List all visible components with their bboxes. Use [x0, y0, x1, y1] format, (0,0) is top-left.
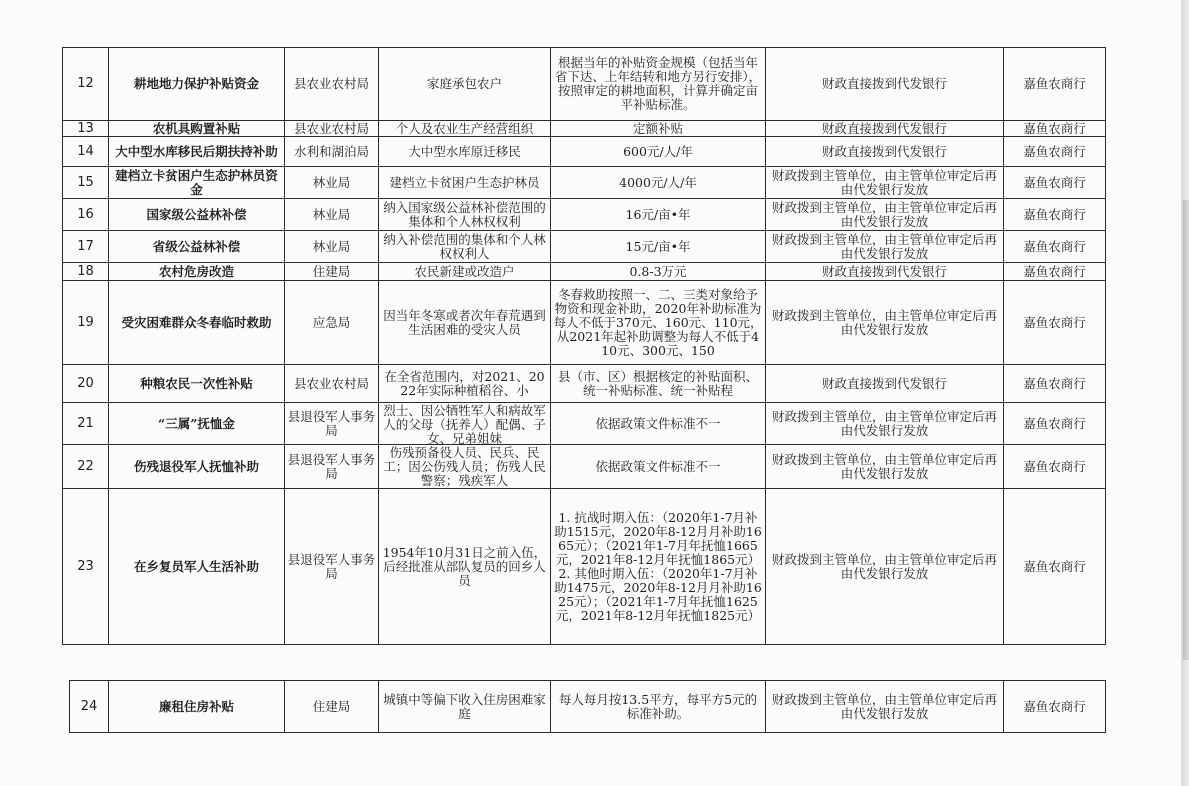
- standard: [551, 137, 766, 167]
- standard-text: 根据当年的补贴资金规模（包括当年省下达、上年结转和地方另行安排），按照审定的耕地面积，计算并确定亩平补贴标准。: [554, 56, 762, 112]
- issuing-bank: [1004, 445, 1106, 489]
- row-number-text: 20: [77, 376, 94, 391]
- row-number-text: 21: [77, 416, 94, 431]
- department-text: 林业局: [312, 239, 351, 254]
- subsidy-name: [109, 403, 285, 445]
- department: [285, 281, 379, 365]
- payment-method-text: 财政直接拨到代发银行: [821, 264, 947, 279]
- standard: [551, 231, 766, 263]
- department: [285, 199, 379, 231]
- table-row: [63, 121, 1106, 137]
- standard: [551, 365, 766, 403]
- issuing-bank-text: 嘉鱼农商行: [1023, 121, 1086, 136]
- department: 住建局: [285, 681, 379, 733]
- target-group: [379, 489, 551, 645]
- row-number-text: 23: [77, 559, 94, 574]
- standard: [551, 48, 766, 121]
- target-group: [379, 137, 551, 167]
- table-row: [70, 681, 1106, 733]
- subsidy-name: [109, 48, 285, 121]
- standard-text: 15元/亩•年: [625, 239, 691, 254]
- standard-text: 冬春救助按照一、二、三类对象给予物资和现金补助，2020年补助标准为每人不低于370元、160元、110元，从2021年起补助调整为每人不低于410元、300元、150: [553, 287, 763, 358]
- department: [285, 167, 379, 199]
- payment-method-text: 财政拨到主管单位，由主管单位审定后再由代发银行发放: [771, 452, 997, 481]
- target-group: [379, 403, 551, 445]
- issuing-bank: [1004, 489, 1106, 645]
- department-text: 县农业农村局: [293, 121, 369, 136]
- target-group: 城镇中等偏下收入住房困难家庭: [379, 681, 551, 733]
- table-row: [63, 263, 1106, 281]
- standard-text: 16元/亩•年: [625, 207, 691, 222]
- subsidy-name-text: 建档立卡贫困户生态护林员资金: [115, 168, 278, 197]
- target-group-text: 农民新建或改造户: [414, 264, 515, 279]
- issuing-bank: [1004, 167, 1106, 199]
- issuing-bank: [1004, 48, 1106, 121]
- standard: 每人每月按13.5平方，每平方5元的标准补助。: [551, 681, 766, 733]
- table-row: [63, 489, 1106, 645]
- department: [285, 445, 379, 489]
- payment-method-text: 财政拨到主管单位，由主管单位审定后再由代发银行发放: [771, 409, 997, 438]
- standard-text: 定额补贴: [632, 121, 683, 136]
- target-group-text: 烈士、因公牺牲军人和病故军人的父母（抚养人）配偶、子女、兄弟姐妹: [383, 403, 546, 444]
- row-number-text: 18: [77, 264, 94, 279]
- row-number: [63, 263, 109, 281]
- payment-method: [766, 281, 1004, 365]
- subsidy-name: [109, 489, 285, 645]
- issuing-bank-text: 嘉鱼农商行: [1023, 416, 1086, 431]
- table-row: [63, 281, 1106, 365]
- subsidy-name-text: 种粮农民一次性补贴: [140, 376, 253, 391]
- row-number: [63, 231, 109, 263]
- target-group-text: 纳入国家级公益林补偿范围的集体和个人林权权利: [383, 200, 546, 229]
- table-row: [63, 137, 1106, 167]
- payment-method: [766, 167, 1004, 199]
- issuing-bank: [1004, 199, 1106, 231]
- target-group-text: 建档立卡贫困户生态护林员: [389, 175, 540, 190]
- row-number-text: 22: [77, 459, 94, 474]
- subsidy-name-text: “三属”抚恤金: [158, 416, 235, 431]
- standard: [551, 281, 766, 365]
- subsidy-name: [109, 365, 285, 403]
- target-group: [379, 167, 551, 199]
- subsidy-name: [109, 199, 285, 231]
- payment-method: [766, 403, 1004, 445]
- row-number: [63, 403, 109, 445]
- row-number-text: 13: [77, 121, 94, 136]
- standard: [551, 445, 766, 489]
- subsidy-name: [109, 281, 285, 365]
- page-edge-shadow-dark: [1183, 200, 1189, 660]
- issuing-bank: [1004, 231, 1106, 263]
- payment-method-text: 财政直接拨到代发银行: [821, 121, 947, 136]
- row-number: [63, 48, 109, 121]
- department: [285, 48, 379, 121]
- issuing-bank-text: 嘉鱼农商行: [1023, 239, 1086, 254]
- payment-method-text: 财政直接拨到代发银行: [821, 376, 947, 391]
- standard: [551, 489, 766, 645]
- target-group-text: 个人及农业生产经营组织: [395, 121, 534, 136]
- payment-method-text: 财政直接拨到代发银行: [821, 144, 947, 159]
- standard-text: 600元/人/年: [623, 144, 693, 159]
- target-group: [379, 48, 551, 121]
- department-text: 县退役军人事务局: [287, 409, 376, 438]
- subsidy-name-text: 伤残退役军人抚恤补助: [133, 459, 259, 474]
- row-number: [63, 281, 109, 365]
- table-row: [63, 48, 1106, 121]
- payment-method: [766, 365, 1004, 403]
- subsidy-name-text: 省级公益林补偿: [152, 239, 241, 254]
- subsidy-name-text: 耕地地力保护补贴资金: [133, 77, 259, 91]
- row-number: [63, 121, 109, 137]
- subsidy-name: 廉租住房补贴: [109, 681, 285, 733]
- department-text: 县农业农村局: [293, 376, 369, 391]
- subsidy-name-text: 国家级公益林补偿: [146, 207, 247, 222]
- issuing-bank-text: 嘉鱼农商行: [1023, 144, 1086, 159]
- department: [285, 403, 379, 445]
- target-group: [379, 231, 551, 263]
- standard: [551, 167, 766, 199]
- subsidy-table-row-24: [69, 680, 1106, 733]
- target-group-text: 伤残预备役人员、民兵、民工；因公伤残人员；伤残人民警察；残疾军人: [383, 445, 546, 488]
- payment-method-text: 财政拨到主管单位，由主管单位审定后再由代发银行发放: [771, 232, 997, 261]
- standard: [551, 199, 766, 231]
- department-text: 县农业农村局: [293, 77, 369, 91]
- issuing-bank-text: 嘉鱼农商行: [1023, 376, 1086, 391]
- subsidy-name-text: 在乡复员军人生活补助: [133, 559, 259, 574]
- payment-method-text: 财政直接拨到代发银行: [821, 77, 947, 91]
- table-row: [63, 445, 1106, 489]
- row-number: 24: [70, 681, 109, 733]
- subsidy-name-text: 受灾困难群众冬春临时救助: [121, 315, 272, 330]
- row-number: [63, 137, 109, 167]
- subsidy-name-text: 大中型水库移民后期扶持补助: [115, 144, 278, 159]
- row-number: [63, 199, 109, 231]
- row-number: [63, 167, 109, 199]
- department-text: 林业局: [312, 175, 351, 190]
- issuing-bank: [1004, 365, 1106, 403]
- target-group: [379, 281, 551, 365]
- table-row: [63, 365, 1106, 403]
- department-text: 县退役军人事务局: [287, 452, 376, 481]
- issuing-bank-text: 嘉鱼农商行: [1023, 459, 1086, 474]
- target-group-text: 在全省范围内，对2021、2022年实际种植稻谷、小: [384, 369, 545, 398]
- target-group: [379, 121, 551, 137]
- table-row: [63, 231, 1106, 263]
- department-text: 水利和湖泊局: [293, 144, 369, 159]
- row-number-text: 12: [77, 77, 94, 91]
- issuing-bank-text: 嘉鱼农商行: [1023, 207, 1086, 222]
- subsidy-name: [109, 231, 285, 263]
- payment-method-text: 财政拨到主管单位，由主管单位审定后再由代发银行发放: [771, 552, 997, 581]
- standard-text: 0.8-3万元: [629, 264, 687, 279]
- standard-text: 4000元/人/年: [619, 175, 697, 190]
- subsidy-name: [109, 137, 285, 167]
- row-number-text: 15: [77, 175, 94, 190]
- issuing-bank-text: 嘉鱼农商行: [1023, 77, 1086, 91]
- department: [285, 231, 379, 263]
- payment-method: [766, 48, 1004, 121]
- standard-text: 1. 抗战时期入伍：（2020年1-7月补助1515元，2020年8-12月月补助1665元）；（2021年1-7月年抚恤1665元，2021年8-12月年抚恤1865元） 2. 其他时期入伍：（2020年1-7月补助1475元，2020年8-12月月补助1625元）；（2021年1-7月年抚恤1625元，2021年8-12月年抚恤1825元）: [554, 510, 762, 623]
- table-row: [63, 167, 1106, 199]
- payment-method: [766, 231, 1004, 263]
- issuing-bank: [1004, 403, 1106, 445]
- table-row: [63, 403, 1106, 445]
- row-number-text: 16: [77, 207, 94, 222]
- department-text: 住建局: [312, 264, 351, 279]
- row-number: [63, 489, 109, 645]
- row-number: [63, 365, 109, 403]
- subsidy-table: [62, 47, 1106, 645]
- issuing-bank: [1004, 281, 1106, 365]
- department-text: 林业局: [312, 207, 351, 222]
- department: [285, 489, 379, 645]
- row-number-text: 17: [77, 239, 94, 254]
- payment-method-text: 财政拨到主管单位，由主管单位审定后再由代发银行发放: [771, 168, 997, 197]
- issuing-bank: [1004, 263, 1106, 281]
- subsidy-name-text: 农机具购置补贴: [152, 121, 241, 136]
- target-group-text: 纳入补偿范围的集体和个人林权权利人: [383, 232, 546, 261]
- target-group-text: 家庭承包农户: [426, 77, 502, 91]
- target-group-text: 1954年10月31日之前入伍，后经批准从部队复员的回乡人员: [382, 545, 547, 588]
- row-number: [63, 445, 109, 489]
- standard: [551, 121, 766, 137]
- standard-text: 依据政策文件标准不一: [595, 459, 721, 474]
- issuing-bank-text: 嘉鱼农商行: [1023, 264, 1086, 279]
- subsidy-name: [109, 445, 285, 489]
- target-group: [379, 199, 551, 231]
- standard-text: 依据政策文件标准不一: [595, 416, 721, 431]
- standard: [551, 403, 766, 445]
- subsidy-name-text: 农村危房改造: [158, 264, 234, 279]
- subsidy-name: [109, 263, 285, 281]
- department-text: 应急局: [312, 315, 351, 330]
- row-number-text: 19: [77, 315, 94, 330]
- payment-method-text: 财政拨到主管单位，由主管单位审定后再由代发银行发放: [771, 200, 997, 229]
- target-group-text: 大中型水库原迁移民: [408, 144, 521, 159]
- payment-method: [766, 445, 1004, 489]
- target-group: [379, 263, 551, 281]
- payment-method: 财政拨到主管单位，由主管单位审定后再由代发银行发放: [766, 681, 1004, 733]
- issuing-bank-text: 嘉鱼农商行: [1023, 175, 1086, 190]
- issuing-bank-text: 嘉鱼农商行: [1023, 315, 1086, 330]
- issuing-bank: 嘉鱼农商行: [1004, 681, 1106, 733]
- target-group: [379, 365, 551, 403]
- standard-text: 县（市、区）根据核定的补贴面积、统一补贴标准、统一补贴程: [557, 369, 758, 398]
- subsidy-name: [109, 121, 285, 137]
- issuing-bank: [1004, 137, 1106, 167]
- payment-method: [766, 137, 1004, 167]
- payment-method: [766, 121, 1004, 137]
- issuing-bank-text: 嘉鱼农商行: [1023, 559, 1086, 574]
- subsidy-name: [109, 167, 285, 199]
- table-row: [63, 199, 1106, 231]
- payment-method-text: 财政拨到主管单位，由主管单位审定后再由代发银行发放: [771, 308, 997, 337]
- row-number-text: 14: [77, 144, 94, 159]
- department: [285, 137, 379, 167]
- department-text: 县退役军人事务局: [287, 552, 376, 581]
- subsidy-table-body: [63, 48, 1106, 645]
- department: [285, 263, 379, 281]
- payment-method: [766, 263, 1004, 281]
- target-group: [379, 445, 551, 489]
- target-group-text: 因当年冬寒或者次年春荒遇到生活困难的受灾人员: [383, 308, 546, 337]
- payment-method: [766, 489, 1004, 645]
- department: [285, 365, 379, 403]
- payment-method: [766, 199, 1004, 231]
- standard: [551, 263, 766, 281]
- issuing-bank: [1004, 121, 1106, 137]
- department: [285, 121, 379, 137]
